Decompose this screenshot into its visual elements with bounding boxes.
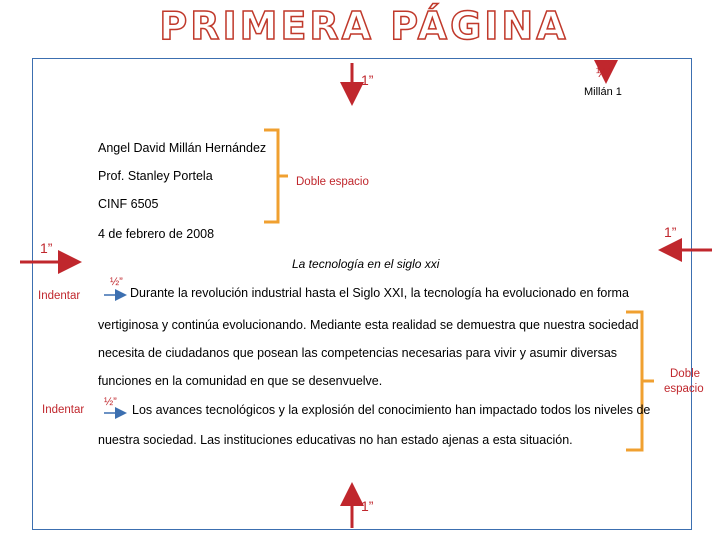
- heading-course: CINF 6505: [98, 197, 159, 211]
- running-header: Millán 1: [584, 86, 622, 98]
- heading-date: 4 de febrero de 2008: [98, 227, 215, 241]
- indent-size-2: ½”: [104, 396, 117, 408]
- heading-author: Angel David Millán Hernández: [98, 141, 267, 155]
- header-margin-label: ½”: [596, 64, 613, 80]
- body-bracket: [626, 312, 654, 450]
- indent-label-1: Indentar: [38, 290, 81, 302]
- paper-title: La tecnología en el siglo xxi: [292, 257, 440, 271]
- heading-spacing-annotation: Doble espacio: [296, 176, 369, 188]
- indent-label-2: Indentar: [42, 404, 85, 416]
- body-p1-line1: Durante la revolución industrial hasta el Siglo XXI, la tecnología ha evolucionado en forma: [130, 286, 629, 300]
- heading-bracket: [264, 130, 288, 222]
- heading-professor: Prof. Stanley Portela: [98, 169, 213, 183]
- body-p2-line2: nuestra sociedad. Las instituciones educativas no han estado ajenas a esta situación.: [98, 433, 573, 447]
- body-spacing-annotation-line2: espacio: [664, 383, 704, 395]
- body-p1-line2: vertiginosa y continúa evolucionando. Mediante esta realidad se demuestra que nuestra sociedad: [98, 318, 639, 332]
- body-spacing-annotation-line1: Doble: [670, 368, 701, 380]
- bottom-margin-label: 1”: [361, 498, 374, 514]
- top-margin-label: 1”: [361, 72, 374, 88]
- right-margin-label: 1”: [664, 224, 677, 240]
- body-p2-line1: Los avances tecnológicos y la explosión del conocimiento han impactado todos los niveles de: [132, 403, 651, 417]
- page-title: PRIMERA PÁGINA: [159, 4, 569, 48]
- indent-size-1: ½”: [110, 276, 123, 288]
- left-margin-label: 1”: [40, 240, 53, 256]
- body-p1-line3: necesita de ciudadanos que posean las competencias necesarias para vivir y asumir diversas: [98, 346, 618, 360]
- body-p1-line4: funciones en la comunidad en que se desenvuelve.: [98, 374, 383, 388]
